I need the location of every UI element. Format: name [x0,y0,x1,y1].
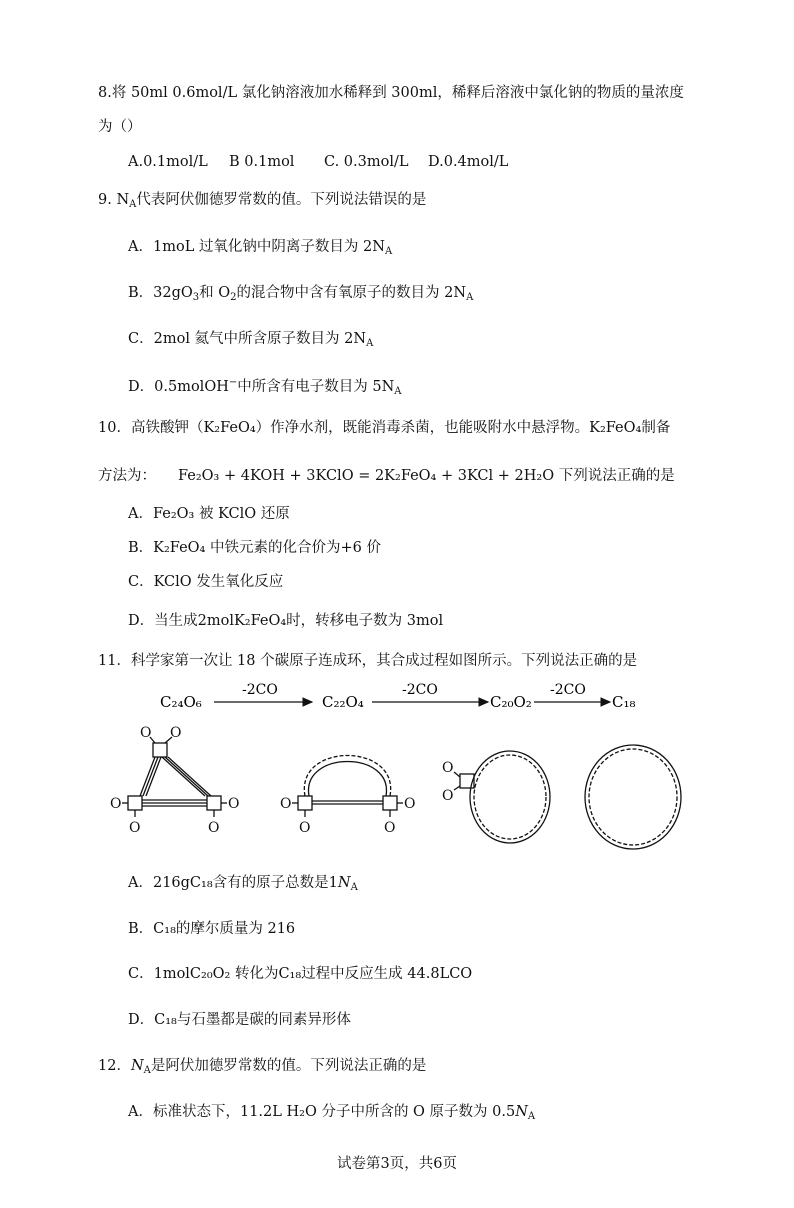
species-c24o6: C₂₄O₆ [160,693,202,711]
o-atom: O [129,820,141,836]
q11-stem: 11．科学家第一次让 18 个碳原子连成环，其合成过程如图所示。下列说法正确的是 [98,653,638,669]
q11-option-a: A．216gC₁₈含有的原子总数是$1N_A$ [128,875,358,893]
q8-option-c: C. 0.3mol/L [324,154,409,170]
q11-option-c: C．1molC₂₀O₂ 转化为C₁₈过程中反应生成 44.8LCO [128,966,473,982]
species-c20o2: C₂₀O₂ [490,693,532,711]
q11-option-d: D．C₁₈与石墨都是碳的同素异形体 [128,1012,351,1028]
q9-number: 9. [98,192,112,208]
q9-option-b: B．$32gO_3$和 $O_2$的混合物中含有氧原子的数目为 $2N_A$ [128,285,474,303]
structure-c24o6 [110,725,239,836]
o-atom: O [110,796,122,812]
o-atom: O [208,820,220,836]
structures-figure [100,722,700,852]
species-c18: C₁₈ [612,693,636,711]
q9-option-a: A．1moL 过氧化钠中阴离子数目为 $2N_A$ [128,239,393,257]
reaction-scheme [150,680,670,720]
q10-option-d: D．当生成2molK₂FeO₄时，转移电子数为 3mol [128,613,444,629]
q10-option-c: C．KClO 发生氧化反应 [128,574,284,590]
q8-stem-line2: 为（） [98,119,142,135]
arrow-label-1: -2CO [242,682,278,698]
o-atom: O [384,820,396,836]
o-atom: O [228,796,240,812]
q10-stem-line2: 方法为： Fe₂O₃ + 4KOH + 3KClO = 2K₂FeO₄ + 3KCl + 2H₂O 下列说法正确的是 [98,468,675,484]
page-footer: 试卷第3页，共6页 [337,1156,457,1172]
q9-option-d: D．0.5molOH−中所含有电子数目为 $5N_A$ [128,377,402,397]
q8-option-b: B 0.1mol [229,154,295,170]
q10-option-a: A．Fe₂O₃ 被 KClO 还原 [128,506,290,522]
o-atom: O [404,796,416,812]
q10-equation: Fe₂O₃ + 4KOH + 3KClO = 2K₂FeO₄ + 3KCl + 2H₂O [178,468,555,484]
species-c22o4: C₂₂O₄ [322,693,364,711]
arrow-label-2: -2CO [402,682,438,698]
o-atom: O [170,725,182,741]
q10-option-b: B．K₂FeO₄ 中铁元素的化合价为+6 价 [128,540,381,556]
na-symbol: $N_A$ [116,192,137,210]
q10-stem-line1: 10．高铁酸钾（K₂FeO₄）作净水剂，既能消毒杀菌，也能吸附水中悬浮物。K₂FeO₄制备 [98,420,671,436]
q8-stem-line1: 8.将 50ml 0.6mol/L 氯化钠溶液加水稀释到 300ml，稀释后溶液中氯化钠的物质的量浓度 [98,85,684,101]
q8-option-a: A.0.1mol/L [128,154,208,170]
q9-stem [98,190,426,215]
o-atom: O [442,788,454,804]
arrow-label-3: -2CO [550,682,586,698]
o-atom: O [140,725,152,741]
q9-stem-text: 代表阿伏伽德罗常数的值。下列说法错误的是 [136,192,427,208]
q8-option-d: D.0.4mol/L [428,154,509,170]
q9-option-c: C．2mol 氦气中所含原子数目为 $2N_A$ [128,331,374,349]
o-atom: O [299,820,311,836]
q11-option-b: B．C₁₈的摩尔质量为 216 [128,921,296,937]
q12-stem: 12．$N_A$是阿伏加德罗常数的值。下列说法正确的是 [98,1058,427,1076]
o-atom: O [280,796,292,812]
structure-c22o4 [280,756,415,837]
structure-c20o2 [442,751,550,843]
structure-c18-ring [585,745,681,849]
o-atom: O [442,760,454,776]
q12-option-a: A．标准状态下，11.2L H₂O 分子中所含的 O 原子数为 $0.5N_A$ [128,1104,536,1122]
